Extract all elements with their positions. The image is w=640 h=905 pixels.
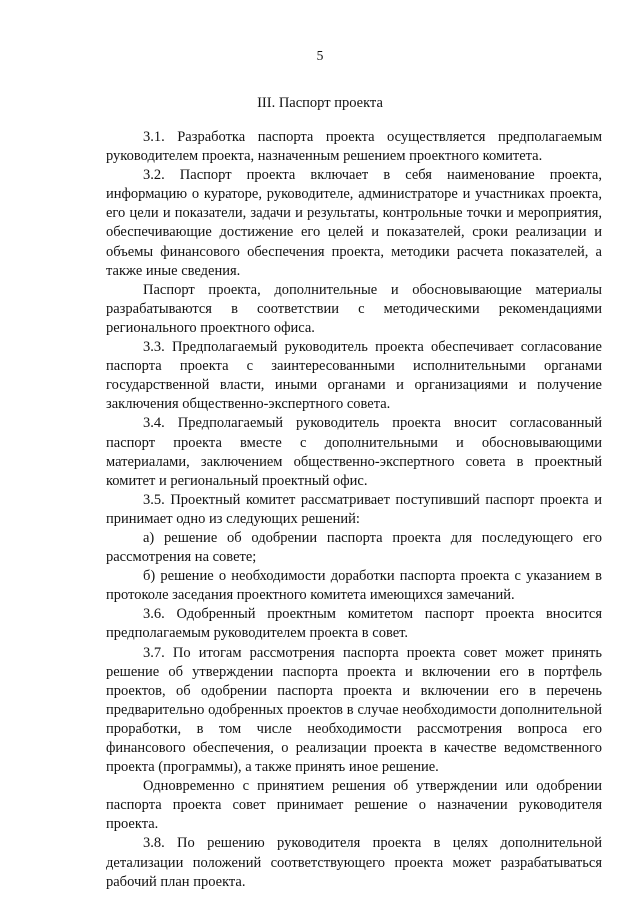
paragraph-3-2: 3.2. Паспорт проекта включает в себя наименование проекта, информацию о кураторе, руководителе, администраторе и участниках проекта, его цели и показатели, задачи и результаты, контрольные точки и мероприятия, обеспечивающие достижение его целей и показателей, сроки реализации и объемы финансового обеспечения проекта, методики расчета показателей, а также иные сведения. <box>106 167 602 279</box>
paragraph-3-3: 3.3. Предполагаемый руководитель проекта обеспечивает согласование паспорта проекта с заинтересованными исполнительными органами государственной власти, иными органами и организациями и получение заключения общественно-экспертного совета. <box>106 339 602 413</box>
paragraph-3-1: 3.1. Разработка паспорта проекта осуществляется предполагаемым руководителем проекта, назначенным решением проектного комитета. <box>106 129 602 165</box>
paragraph-3-6: 3.6. Одобренный проектным комитетом паспорт проекта вносится предполагаемым руководителем проекта в совет. <box>106 606 602 642</box>
paragraph-3-4: 3.4. Предполагаемый руководитель проекта вносит согласованный паспорт проекта вместе с дополнительными и обосновывающими материалами, заключением общественно-экспертного совета в проектный комитет и региональный проектный офис. <box>106 415 602 489</box>
paragraph-3-5: 3.5. Проектный комитет рассматривает поступивший паспорт проекта и принимает одно из следующих решений: <box>106 491 602 527</box>
paragraph-3-7: 3.7. По итогам рассмотрения паспорта проекта совет может принять решение об утверждении паспорта проекта и включении его в портфель проектов, об одобрении паспорта проекта и включении его в перечень предварительно одобренных проектов в случае необходимости дополнительной проработки, в том числе необходимости рассмотрения вопроса его финансового обеспечения, о реализации проекта в качестве ведомственного проекта (программы), а также принять иное решение. <box>106 644 602 776</box>
paragraph-3-8: 3.8. По решению руководителя проекта в целях дополнительной детализации положений соответствующего проекта может разрабатываться рабочий план проекта. <box>106 835 602 890</box>
paragraph-passport-materials: Паспорт проекта, дополнительные и обосновывающие материалы разрабатываются в соответствии с методическими рекомендациями регионального проектного офиса. <box>106 281 602 336</box>
paragraph-3-5-b: б) решение о необходимости доработки паспорта проекта с указанием в протоколе заседания проектного комитета имеющихся замечаний. <box>106 568 602 604</box>
paragraph-council-decision: Одновременно с принятием решения об утверждении или одобрении паспорта проекта совет принимает решение о назначении руководителя проекта. <box>106 778 602 833</box>
paragraph-3-5-a: а) решение об одобрении паспорта проекта для последующего его рассмотрения на совете; <box>106 529 602 566</box>
document-body <box>106 128 602 892</box>
section-title: III. Паспорт проекта <box>257 95 383 111</box>
page-number: 5 <box>316 48 324 63</box>
